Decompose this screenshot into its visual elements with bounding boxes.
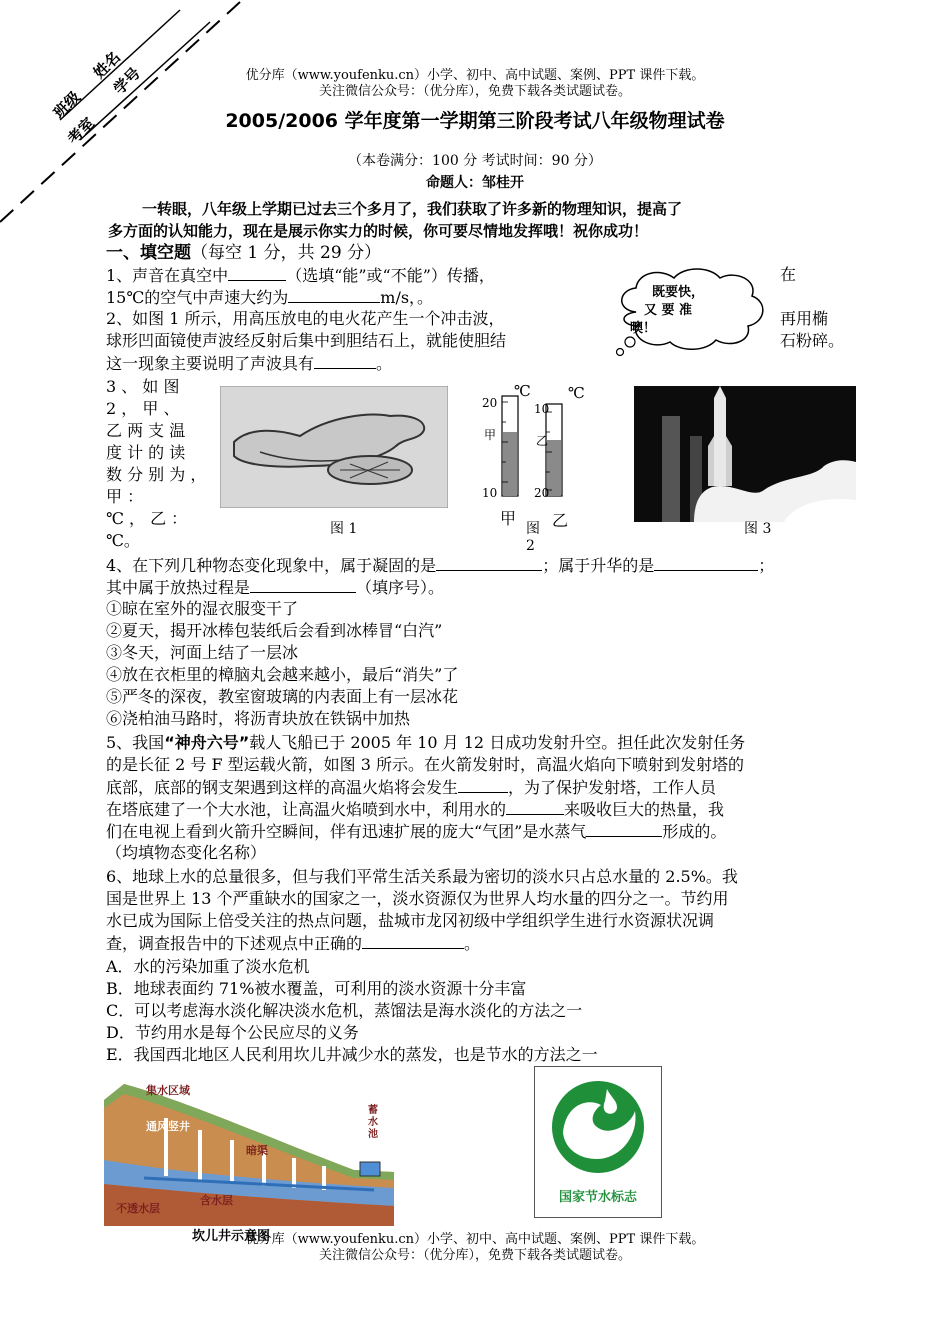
q1-line-2 [106, 286, 433, 309]
q5-line-4 [106, 798, 724, 821]
q4-blank-1[interactable] [436, 554, 542, 571]
q4-blank-2[interactable] [654, 554, 758, 571]
q3-row-5: 数 分 别 为 ， [106, 465, 207, 484]
q3-row-2: 2 ， 甲 、 [106, 399, 180, 418]
q5-text-1a: 5、我国 [106, 733, 165, 752]
q4-option-4: ④放在衣柜里的樟脑丸会越来越小，最后“消失”了 [106, 665, 459, 684]
q5-line-1 [106, 732, 745, 754]
karez-collect-label: 集水区域 [146, 1084, 190, 1097]
q4-text-1b: ；属于升华的是 [542, 556, 655, 575]
q6-line-3: 水已成为国际上倍受关注的热点问题，盐城市龙冈初级中学组织学生进行水资源状况调 [106, 911, 715, 930]
q1-text-c: 在 [780, 265, 797, 284]
author: 命题人：邹桂开 [426, 175, 524, 191]
q6-blank[interactable] [362, 932, 464, 949]
q4-option-3: ③冬天，河面上结了一层冰 [106, 643, 299, 662]
q1-blank-2[interactable] [288, 286, 380, 303]
q5-text-5a: 们在电视上看到火箭升空瞬间，伴有迅速扩展的庞大“气团”是水蒸气 [106, 822, 587, 841]
therm-b-bottom: 20 [534, 486, 550, 500]
binding-room-label: 考室 [64, 114, 98, 148]
q1-blank-1[interactable] [228, 264, 286, 281]
q3-row-6: 甲 ： [106, 487, 144, 506]
q4-text-1a: 4、在下列几种物态变化现象中，属于凝固的是 [106, 556, 437, 575]
section-1-note: （每空 1 分，共 29 分） [191, 243, 382, 263]
intro-line-1: 一转眼，八年级上学期已过去三个多月了，我们获取了许多新的物理知识，提高了 [142, 200, 683, 218]
q1-text-d: 15℃的空气中声速大约为 [106, 288, 289, 307]
therm-unit-a: ℃ [514, 382, 531, 400]
q3-row-3: 乙 两 支 温 [106, 421, 186, 440]
cloud-text-3: 噢！ [630, 321, 657, 336]
karez-caption: 坎儿井示意图 [192, 1229, 271, 1244]
therm-a-label: 甲 [500, 509, 517, 528]
karez-shaft-label: 通风竖井 [146, 1120, 190, 1133]
q5-line-6: （均填物态变化名称） [106, 843, 267, 862]
q3-row-4: 度 计 的 读 [106, 443, 186, 462]
therm-b-top: 10 [534, 402, 550, 416]
q3-row-7: ℃ ， 乙 ： [106, 509, 188, 528]
q5-text-4a: 在塔底建了一个大水池，让高温火焰喷到水中，利用水的 [106, 800, 507, 819]
page-title: 2005/2006 学年度第一学期第三阶段考试八年级物理试卷 [225, 110, 725, 132]
q4-text-2b: （填序号）。 [356, 578, 445, 597]
cloud-text-1: 既要快， [652, 285, 705, 300]
q2-line-2: 球形凹面镜使声波经反射后集中到胆结石上，就能使胆结 [106, 331, 507, 350]
q5-text-3b: ，为了保护发射塔，工作人员 [508, 778, 717, 797]
section-1-heading [106, 242, 381, 264]
q1-line-1 [106, 264, 495, 287]
figure-2-caption-a: 图 [526, 521, 540, 537]
q5-line-5 [106, 820, 726, 843]
q3-row-8: ℃。 [106, 531, 140, 550]
binding-name-label: 姓名 [90, 48, 124, 82]
therm-a-name: 甲 [484, 428, 497, 442]
q4-line-2 [106, 576, 444, 599]
q4-text-2a: 其中属于放热过程是 [106, 578, 251, 597]
q6-text-4a: 查，调查报告中的下述观点中正确的 [106, 934, 363, 953]
q6-option-c: C．可以考虑海水淡化解决淡水危机，蒸馏法是海水淡化的方法之一 [106, 1001, 583, 1020]
q5-line-3 [106, 776, 716, 799]
karez-canal-label: 暗渠 [246, 1144, 268, 1157]
q5-text-1c: 载人飞船已于 2005 年 10 月 12 日成功发射升空。担任此次发射任务 [249, 733, 746, 752]
q4-line-1 [106, 554, 774, 577]
karez-aquifer-label: 含水层 [200, 1194, 233, 1207]
section-1-title: 一、填空题 [106, 243, 191, 263]
q1-text-e: m/s，。 [380, 288, 434, 307]
figure-1-caption: 图 1 [330, 521, 358, 537]
therm-b-name: 乙 [536, 434, 549, 448]
header-line-1: 优分库（www.youfenku.cn）小学、初中、高中试题、案例、PPT 课件下载。 [245, 68, 705, 83]
q6-text-4b: 。 [464, 934, 481, 953]
exam-info: （本卷满分：100 分 考试时间：90 分） [348, 153, 602, 169]
q4-option-6: ⑥浇柏油马路时，将沥青块放在铁锅中加热 [106, 709, 411, 728]
q5-text-3a: 底部，底部的钢支架遇到这样的高温火焰将会发生 [106, 778, 459, 797]
q4-option-1: ①晾在室外的湿衣服变干了 [106, 599, 299, 618]
q5-text-4b: 来吸收巨大的热量，我 [564, 800, 725, 819]
footer-line-2: 关注微信公众号：（优分库），免费下载各类试题试卷。 [318, 1248, 631, 1263]
logo-label: 国家节水标志 [558, 1190, 637, 1205]
q6-line-4 [106, 932, 480, 955]
figure-3-caption: 图 3 [744, 521, 772, 537]
q4-blank-3[interactable] [250, 576, 356, 593]
q4-text-1c: ； [758, 556, 775, 575]
q2-text-3: 这一现象主要说明了声波具有 [106, 354, 315, 373]
q1-text-b: （选填“能”或“不能”）传播， [286, 266, 495, 285]
q1-text-a: 1、声音在真空中 [106, 266, 229, 285]
water-drop-logo-icon [535, 1067, 661, 1185]
figure-1-image [220, 386, 448, 508]
q5-blank-1[interactable] [458, 776, 508, 793]
q6-option-a: A．水的污染加重了淡水危机 [106, 957, 310, 976]
karez-impervious-label: 不透水层 [116, 1202, 160, 1215]
q5-shenzhou: “神舟六号” [164, 733, 250, 752]
q6-option-b: B．地球表面约 71%被水覆盖，可利用的淡水资源十分丰富 [106, 979, 527, 998]
q2-line-2-right: 石粉碎。 [780, 331, 845, 350]
q6-option-d: D．节约用水是每个公民应尽的义务 [106, 1023, 359, 1042]
q5-text-5b: 形成的。 [662, 822, 727, 841]
q2-blank[interactable] [314, 352, 376, 369]
q6-line-1: 6、地球上水的总量很多，但与我们平常生活关系最为密切的淡水只占总水量的 2.5%。我 [106, 867, 738, 886]
q2-line-1-right: 再用椭 [780, 309, 829, 328]
q5-blank-2[interactable] [506, 798, 564, 815]
q5-line-2: 的是长征 2 号 F 型运载火箭，如图 3 所示。在火箭发射时，高温火焰向下喷射到发射塔的 [106, 755, 744, 774]
q2-line-3 [106, 352, 392, 375]
q4-option-2: ②夏天，揭开冰棒包装纸后会看到冰棒冒“白汽” [106, 621, 443, 640]
therm-a-top: 20 [482, 396, 498, 410]
karez-pool-label-3: 池 [368, 1129, 378, 1140]
water-saving-logo [534, 1066, 662, 1218]
therm-a-bottom: 10 [482, 486, 498, 500]
q5-blank-3[interactable] [586, 820, 662, 837]
q6-line-2: 国是世界上 13 个严重缺水的国家之一，淡水资源仅为世界人均水量的四分之一。节约用 [106, 889, 729, 908]
karez-pool-label-2: 水 [368, 1117, 378, 1128]
q2-line-1: 2、如图 1 所示，用高压放电的电火花产生一个冲击波， [106, 309, 505, 328]
figure-2-caption-b: 2 [526, 538, 535, 554]
header-line-2: 关注微信公众号：（优分库），免费下载各类试题试卷。 [318, 84, 631, 99]
footer-line-1: 优分库（www.youfenku.cn）小学、初中、高中试题、案例、PPT 课件下载。 [245, 1232, 705, 1247]
q6-option-e: E．我国西北地区人民利用坎儿井减少水的蒸发，也是节水的方法之一 [106, 1045, 598, 1064]
figure-3-rocket-image [634, 386, 856, 522]
q2-text-3-end: 。 [376, 354, 393, 373]
intro-line-2: 多方面的认知能力，现在是展示你实力的时候，你可要尽情地发挥哦！祝你成功！ [108, 222, 649, 240]
q4-option-5: ⑤严冬的深夜，教室窗玻璃的内表面上有一层冰花 [106, 687, 459, 706]
karez-pool-label-1: 蓄 [368, 1105, 378, 1116]
binding-number-label: 学号 [110, 64, 144, 98]
therm-unit-b: ℃ [568, 384, 585, 402]
cloud-text-2: 又 要 准 [644, 303, 693, 318]
q3-row-1: 3 、 如 图 [106, 377, 180, 396]
binding-class-label: 班级 [50, 88, 84, 122]
therm-b-label: 乙 [552, 511, 569, 530]
